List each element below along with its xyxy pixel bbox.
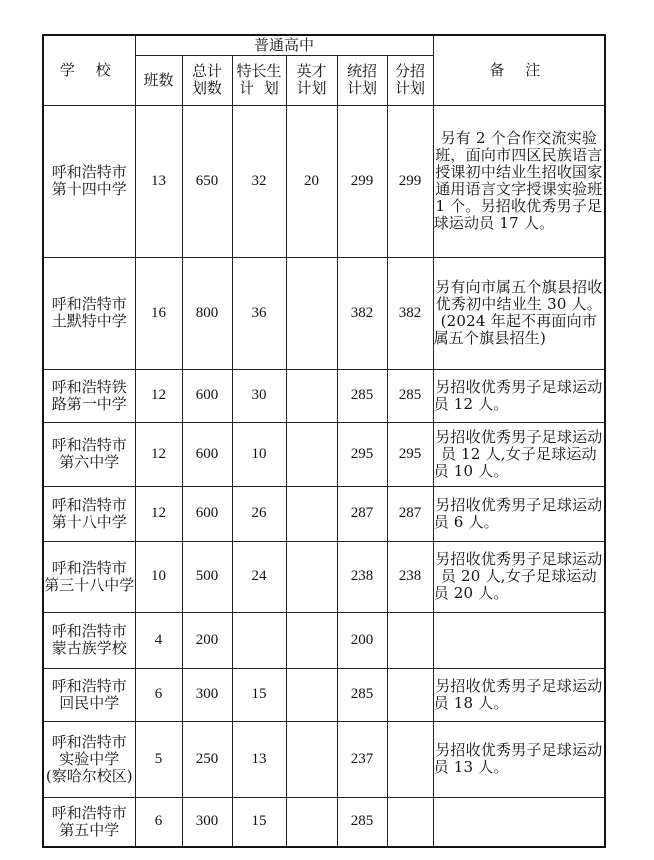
talent-cell [286, 721, 337, 797]
total-cell: 200 [182, 612, 232, 668]
classes-cell: 12 [135, 486, 182, 541]
school-name: 呼和浩特市 第六中学 [43, 422, 135, 486]
unified-cell: 382 [337, 257, 387, 369]
unified-cell: 200 [337, 612, 387, 668]
classes-cell: 13 [135, 105, 182, 257]
table-row [43, 422, 605, 486]
unified-cell: 287 [337, 486, 387, 541]
allocated-cell: 382 [387, 257, 433, 369]
classes-cell: 5 [135, 721, 182, 797]
school-name: 呼和浩特市 蒙古族学校 [43, 612, 135, 668]
total-cell: 600 [182, 486, 232, 541]
allocated-cell: 295 [387, 422, 433, 486]
total-cell: 600 [182, 422, 232, 486]
talent-cell [286, 541, 337, 612]
classes-cell: 6 [135, 668, 182, 721]
school-name: 呼和浩特市 第三十八中学 [43, 541, 135, 612]
specialty-cell: 15 [232, 797, 286, 847]
remarks-cell: 另招收优秀男子足球运动员 20 人,女子足球运动员 20 人。 [433, 541, 605, 612]
header-school: 学 校 [43, 35, 135, 105]
allocated-cell [387, 721, 433, 797]
remarks-cell: 另招收优秀男子足球运动员 13 人。 [433, 721, 605, 797]
header-talent-plan: 英才 计划 [286, 55, 337, 105]
table-row [43, 369, 605, 422]
enrollment-plan-table [42, 34, 606, 848]
table-row [43, 668, 605, 721]
specialty-cell: 36 [232, 257, 286, 369]
table-row [43, 257, 605, 369]
specialty-cell: 10 [232, 422, 286, 486]
school-name: 呼和浩特市 实验中学 (察哈尔校区) [43, 721, 135, 797]
classes-cell: 10 [135, 541, 182, 612]
specialty-cell: 24 [232, 541, 286, 612]
classes-cell: 4 [135, 612, 182, 668]
table-row [43, 797, 605, 847]
classes-cell: 12 [135, 369, 182, 422]
table-row [43, 612, 605, 668]
header-specialty-plan: 特长生 计 划 [232, 55, 286, 105]
school-name: 呼和浩特市 第十四中学 [43, 105, 135, 257]
remarks-cell [433, 612, 605, 668]
unified-cell: 285 [337, 797, 387, 847]
specialty-cell: 30 [232, 369, 286, 422]
table-row [43, 486, 605, 541]
remarks-cell: 另有向市属五个旗县招收优秀初中结业生 30 人。(2024 年起不再面向市属五个旗县招生) [433, 257, 605, 369]
classes-cell: 6 [135, 797, 182, 847]
unified-cell: 295 [337, 422, 387, 486]
unified-cell: 238 [337, 541, 387, 612]
unified-cell: 299 [337, 105, 387, 257]
school-name: 呼和浩特市 回民中学 [43, 668, 135, 721]
specialty-cell [232, 612, 286, 668]
remarks-cell: 另招收优秀男子足球运动员 12 人,女子足球运动员 10 人。 [433, 422, 605, 486]
unified-cell: 285 [337, 668, 387, 721]
classes-cell: 12 [135, 422, 182, 486]
allocated-cell: 287 [387, 486, 433, 541]
talent-cell [286, 612, 337, 668]
remarks-cell [433, 797, 605, 847]
header-remarks: 备 注 [433, 35, 605, 105]
header-classes: 班数 [135, 55, 182, 105]
total-cell: 300 [182, 797, 232, 847]
school-name: 呼和浩特市 第十八中学 [43, 486, 135, 541]
talent-cell [286, 257, 337, 369]
table-row [43, 721, 605, 797]
unified-cell: 285 [337, 369, 387, 422]
remarks-cell: 另招收优秀男子足球运动员 18 人。 [433, 668, 605, 721]
header-allocated-plan: 分招 计划 [387, 55, 433, 105]
unified-cell: 237 [337, 721, 387, 797]
talent-cell [286, 797, 337, 847]
allocated-cell: 238 [387, 541, 433, 612]
school-name: 呼和浩特市 土默特中学 [43, 257, 135, 369]
specialty-cell: 13 [232, 721, 286, 797]
header-total-plan: 总计 划数 [182, 55, 232, 105]
total-cell: 500 [182, 541, 232, 612]
remarks-cell: 另有 2 个合作交流实验班，面向市四区民族语言授课初中结业生招收国家通用语言文字授课实验班 1 个。另招收优秀男子足球运动员 17 人。 [433, 105, 605, 257]
specialty-cell: 32 [232, 105, 286, 257]
total-cell: 300 [182, 668, 232, 721]
talent-cell [286, 369, 337, 422]
header-group-regular-high-school: 普通高中 [135, 35, 433, 55]
talent-cell [286, 486, 337, 541]
remarks-cell: 另招收优秀男子足球运动员 6 人。 [433, 486, 605, 541]
total-cell: 800 [182, 257, 232, 369]
allocated-cell [387, 797, 433, 847]
talent-cell: 20 [286, 105, 337, 257]
remarks-cell: 另招收优秀男子足球运动员 12 人。 [433, 369, 605, 422]
school-name: 呼和浩特铁 路第一中学 [43, 369, 135, 422]
specialty-cell: 26 [232, 486, 286, 541]
total-cell: 600 [182, 369, 232, 422]
classes-cell: 16 [135, 257, 182, 369]
table-row [43, 541, 605, 612]
header-unified-plan: 统招 计划 [337, 55, 387, 105]
specialty-cell: 15 [232, 668, 286, 721]
talent-cell [286, 422, 337, 486]
table-row [43, 105, 605, 257]
school-name: 呼和浩特市 第五中学 [43, 797, 135, 847]
allocated-cell [387, 612, 433, 668]
allocated-cell: 299 [387, 105, 433, 257]
allocated-cell [387, 668, 433, 721]
allocated-cell: 285 [387, 369, 433, 422]
talent-cell [286, 668, 337, 721]
total-cell: 250 [182, 721, 232, 797]
total-cell: 650 [182, 105, 232, 257]
